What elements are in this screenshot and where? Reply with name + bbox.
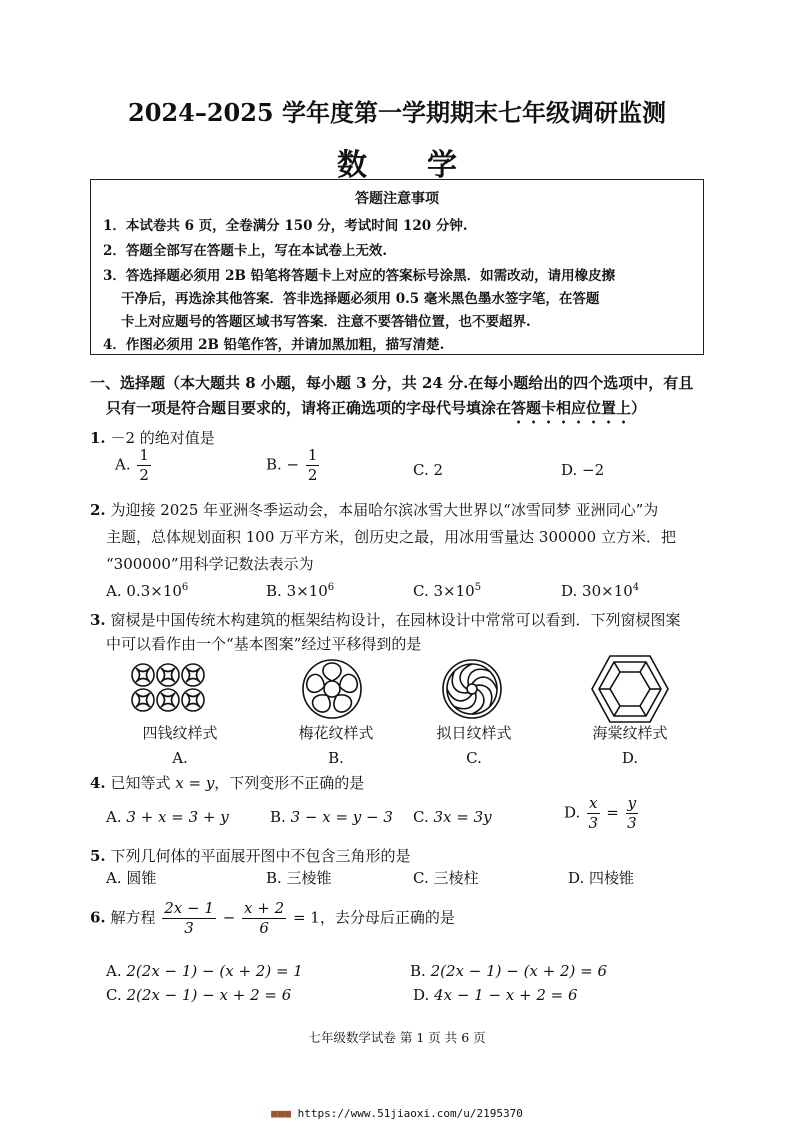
q5-option-b: B. 三棱锥 bbox=[266, 869, 332, 887]
q4-option-d bbox=[564, 796, 640, 831]
exam-title: 2024–2025 学年度第一学期期末七年级调研监测 bbox=[128, 98, 666, 127]
option-label: D. bbox=[564, 803, 581, 822]
option-label: C. bbox=[413, 582, 429, 600]
option-exponent: 6 bbox=[327, 582, 335, 593]
question-2 bbox=[90, 499, 658, 520]
q6-option-b bbox=[410, 962, 607, 980]
option-label: A. bbox=[115, 455, 131, 474]
option-value: 3 − x = y − 3 bbox=[290, 808, 393, 826]
option-base: 3×10 bbox=[286, 582, 328, 600]
fraction-numerator: 1 bbox=[307, 446, 318, 464]
option-exponent: 6 bbox=[181, 582, 189, 593]
option-label: A. bbox=[106, 582, 122, 600]
sun-swirl-pattern-image bbox=[440, 657, 504, 721]
q2-option-d bbox=[561, 582, 639, 600]
option-label: D. bbox=[413, 986, 430, 1004]
q4-option-b bbox=[270, 808, 393, 826]
option-value: −2 bbox=[582, 461, 605, 479]
question-stem: －2 的绝对值是 bbox=[110, 429, 215, 447]
pattern-caption: 四钱纹样式 bbox=[142, 724, 218, 742]
q4-option-c bbox=[413, 808, 492, 826]
option-value: 4x − 1 − x + 2 = 6 bbox=[434, 986, 578, 1004]
fraction-numerator: 2x − 1 bbox=[164, 899, 214, 917]
fraction-numerator: x bbox=[589, 794, 598, 812]
minus-sign: − bbox=[222, 908, 236, 927]
pattern-caption: 拟日纹样式 bbox=[436, 724, 512, 742]
option-label: B. bbox=[266, 582, 282, 600]
equation: x = y bbox=[175, 774, 215, 792]
q2-option-a bbox=[106, 582, 188, 600]
option-label: C. bbox=[413, 808, 429, 826]
option-value: 2(2x − 1) − x + 2 = 6 bbox=[126, 986, 292, 1004]
option-value: 2 bbox=[433, 461, 444, 479]
pattern-letter: A. bbox=[172, 749, 188, 767]
section-heading-close: ） bbox=[631, 399, 647, 417]
option-value: 2(2x − 1) − (x + 2) = 6 bbox=[430, 962, 608, 980]
question-stem: 窗棂是中国传统木构建筑的框架结构设计，在园林设计中常常可以看到．下列窗棂图案 bbox=[110, 611, 681, 629]
subject-title: 数学 bbox=[337, 148, 517, 183]
q1-option-a bbox=[115, 448, 153, 483]
fraction-numerator: y bbox=[627, 794, 637, 812]
section-heading: 一、选择题（本大题共 8 小题，每小题 3 分，共 24 分.在每小题给出的四个选项中，有且 bbox=[90, 374, 694, 392]
q6-option-c bbox=[106, 986, 291, 1004]
question-stem-line: 主题，总体规划面积 100 万平方米，创历史之最，用冰用雪量达 300000 立方米．把 bbox=[106, 528, 676, 546]
watermark-logo: ■■■ bbox=[271, 1107, 292, 1120]
q5-option-d: D. 四棱锥 bbox=[568, 869, 635, 887]
question-number: 2. bbox=[90, 501, 106, 519]
fraction-numerator: 1 bbox=[139, 446, 149, 464]
question-stem: ，去分母后正确的是 bbox=[319, 908, 455, 927]
q5-option-c: C. 三棱柱 bbox=[413, 869, 479, 887]
option-label: B. bbox=[410, 962, 426, 980]
pattern-letter: B. bbox=[328, 749, 344, 767]
option-base: 0.3×10 bbox=[126, 582, 182, 600]
question-1 bbox=[90, 427, 215, 448]
q1-option-c bbox=[413, 461, 443, 479]
question-stem: 已知等式 bbox=[110, 774, 171, 792]
question-stem: 下列几何体的平面展开图中不包含三角形的是 bbox=[110, 847, 411, 865]
option-value: 3 + x = 3 + y bbox=[126, 808, 229, 826]
option-label: D. bbox=[561, 461, 578, 479]
equation-rhs: = 1 bbox=[292, 908, 320, 927]
section-heading-text: 只有一项是符合题目要求的，请将正确选项的字母代号填涂在 bbox=[106, 399, 512, 417]
option-exponent: 5 bbox=[474, 582, 482, 593]
notice-line: 1．本试卷共 6 页，全卷满分 150 分，考试时间 120 分钟. bbox=[103, 218, 468, 234]
notice-line: 2．答题全部写在答题卡上，写在本试卷上无效. bbox=[103, 243, 388, 259]
section-heading-emphasis: 答题卡相应位置上 bbox=[511, 399, 632, 417]
q6-option-d bbox=[413, 986, 578, 1004]
q2-option-b bbox=[266, 582, 334, 600]
option-value: 2(2x − 1) − (x + 2) = 1 bbox=[126, 962, 303, 980]
q6-option-a bbox=[106, 962, 303, 980]
section-heading-cont bbox=[106, 397, 646, 427]
q4-option-a bbox=[106, 808, 229, 826]
question-number: 3. bbox=[90, 611, 106, 629]
pattern-caption: 海棠纹样式 bbox=[592, 724, 668, 742]
begonia-hexagon-pattern-image bbox=[590, 654, 670, 724]
q2-option-c bbox=[413, 582, 481, 600]
watermark bbox=[0, 1107, 794, 1120]
option-base: 30×10 bbox=[582, 582, 633, 600]
q1-option-b bbox=[266, 448, 321, 483]
option-value: 3x = 3y bbox=[433, 808, 492, 826]
notice-box bbox=[90, 179, 704, 355]
question-number: 4. bbox=[90, 774, 106, 792]
question-3 bbox=[90, 609, 680, 630]
plum-blossom-pattern-image bbox=[300, 657, 364, 721]
question-number: 1. bbox=[90, 429, 106, 447]
option-exponent: 4 bbox=[632, 582, 640, 593]
question-stem-line: 中可以看作由一个“基本图案”经过平移得到的是 bbox=[106, 635, 422, 653]
notice-line: 4．作图必须用 2B 铅笔作答，并请加黑加粗，描写清楚. bbox=[103, 337, 445, 353]
equals-sign: = bbox=[606, 803, 619, 822]
option-label: B. − bbox=[266, 455, 300, 474]
watermark-url[interactable]: https://www.51jiaoxi.com/u/2195370 bbox=[297, 1107, 523, 1120]
pattern-caption: 梅花纹样式 bbox=[298, 724, 374, 742]
question-stem: ，下列变形不正确的是 bbox=[214, 774, 365, 792]
question-4 bbox=[90, 772, 364, 793]
fraction-denominator: 3 bbox=[184, 919, 194, 937]
option-label: A. bbox=[106, 808, 122, 826]
fraction-numerator: x + 2 bbox=[244, 899, 285, 917]
option-label: D. bbox=[561, 582, 578, 600]
option-base: 3×10 bbox=[433, 582, 475, 600]
notice-line: 卡上对应题号的答题区域书写答案．注意不要答错位置，也不要超界. bbox=[121, 314, 531, 330]
fraction-denominator: 6 bbox=[259, 919, 269, 937]
question-stem-line: “300000”用科学记数法表示为 bbox=[106, 555, 314, 573]
page-footer: 七年级数学试卷 第 1 页 共 6 页 bbox=[308, 1030, 486, 1045]
question-stem: 为迎接 2025 年亚洲冬季运动会，本届哈尔滨冰雪大世界以“冰雪同梦 亚洲同心”为 bbox=[110, 501, 659, 519]
notice-line: 干净后，再选涂其他答案．答非选择题必须用 0.5 毫米黑色墨水签字笔，在答题 bbox=[121, 291, 600, 307]
fraction-denominator: 2 bbox=[307, 466, 318, 484]
option-label: B. bbox=[270, 808, 286, 826]
fraction-denominator: 3 bbox=[588, 814, 599, 832]
question-number: 6. bbox=[90, 908, 106, 927]
question-number: 5. bbox=[90, 847, 106, 865]
notice-heading: 答题注意事项 bbox=[355, 191, 439, 207]
question-6 bbox=[90, 901, 455, 936]
fraction-denominator: 3 bbox=[627, 814, 637, 832]
pattern-letter: C. bbox=[466, 749, 482, 767]
four-coins-pattern-image bbox=[130, 662, 210, 714]
question-stem: 解方程 bbox=[110, 908, 156, 927]
q5-option-a: A. 圆锥 bbox=[106, 869, 157, 887]
option-label: C. bbox=[106, 986, 122, 1004]
q1-option-d bbox=[561, 461, 604, 479]
notice-line: 3．答选择题必须用 2B 铅笔将答题卡上对应的答案标号涂黑．如需改动，请用橡皮擦 bbox=[103, 268, 616, 284]
option-label: C. bbox=[413, 461, 429, 479]
option-label: A. bbox=[106, 962, 122, 980]
question-5 bbox=[90, 845, 410, 866]
fraction-denominator: 2 bbox=[139, 466, 149, 484]
pattern-letter: D. bbox=[621, 749, 639, 767]
